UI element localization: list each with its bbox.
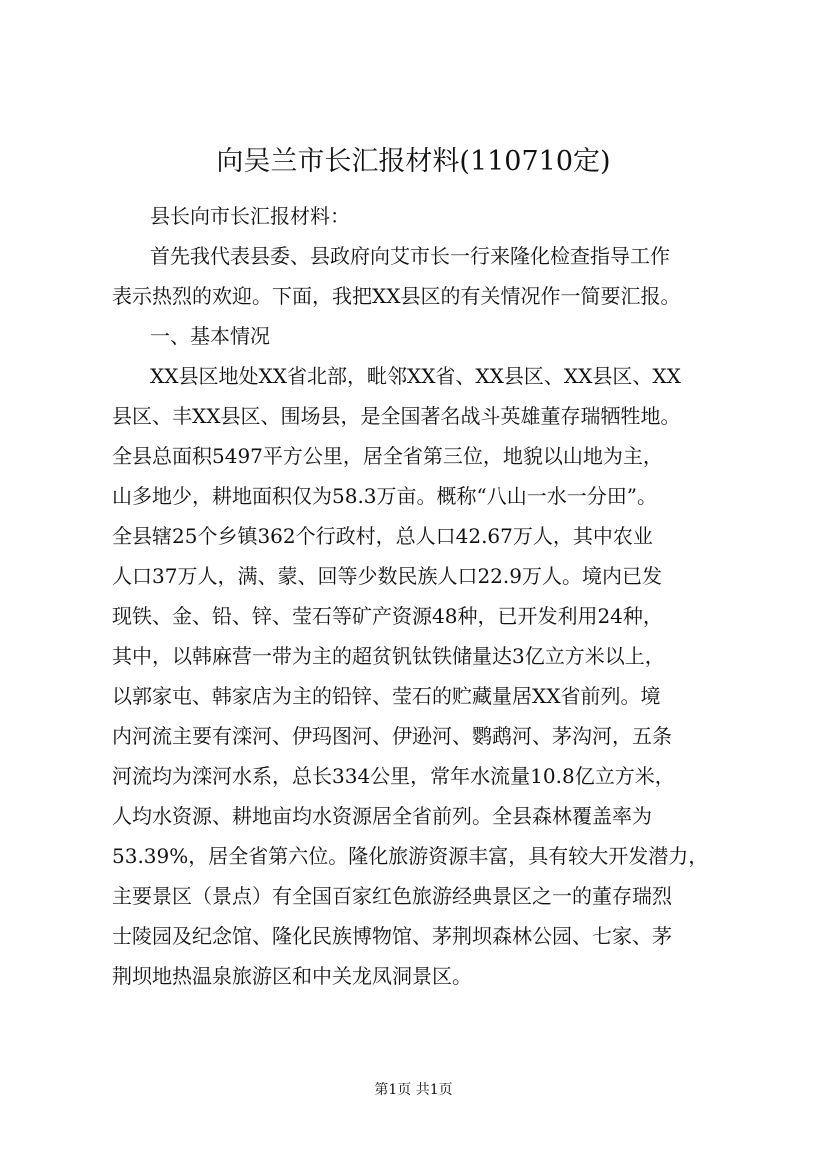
body-line: 以郭家屯、韩家店为主的铅锌、莹石的贮藏量居XX省前列。境 xyxy=(112,684,661,708)
body-line: 全县总面积5497平方公里，居全省第三位，地貌以山地为主， xyxy=(112,444,663,468)
body-line: 士陵园及纪念馆、隆化民族博物馆、茅荆坝森林公园、七家、茅 xyxy=(112,924,672,948)
document-title: 向吴兰市长汇报材料(110710定) xyxy=(216,146,611,177)
body-line: 河流均为滦河水系，总长334公里，常年水流量10.8亿立方米， xyxy=(112,764,675,788)
body-line: 首先我代表县委、县政府向艾市长一行来隆化检查指导工作 xyxy=(150,244,670,268)
body-line: 人均水资源、耕地亩均水资源居全省前列。全县森林覆盖率为 xyxy=(112,804,652,828)
page-number-footer: 第1页 共1页 xyxy=(374,1082,453,1098)
body-line: 全县辖25个乡镇362个行政村，总人口42.67万人，其中农业 xyxy=(112,524,653,548)
section-heading: 一、基本情况 xyxy=(150,324,270,348)
body-line: 荆坝地热温泉旅游区和中关龙凤洞景区。 xyxy=(112,964,472,988)
body-line: 人口37万人，满、蒙、回等少数民族人口22.9万人。境内已发 xyxy=(112,564,662,588)
body-line: 现铁、金、铅、锌、莹石等矿产资源48种，已开发利用24种， xyxy=(112,604,663,628)
body-line: 县区、丰XX县区、围场县，是全国著名战斗英雄董存瑞牺牲地。 xyxy=(112,404,681,428)
body-line: 内河流主要有滦河、伊玛图河、伊逊河、鹦鹉河、茅沟河，五条 xyxy=(112,724,672,748)
body-line: 53.39%，居全省第六位。隆化旅游资源丰富，具有较大开发潜力， xyxy=(112,844,709,868)
body-line: 其中，以韩麻营一带为主的超贫钒钛铁储量达3亿立方米以上， xyxy=(112,644,665,668)
body-line: XX县区地处XX省北部，毗邻XX省、XX县区、XX县区、XX xyxy=(150,364,681,388)
body-line: 主要景区（景点）有全国百家红色旅游经典景区之一的董存瑞烈 xyxy=(112,884,672,908)
body-line: 山多地少，耕地面积仅为58.3万亩。概称“八山一水一分田”。 xyxy=(112,484,657,508)
salutation-line: 县长向市长汇报材料： xyxy=(150,204,350,228)
body-line: 表示热烈的欢迎。下面，我把XX县区的有关情况作一简要汇报。 xyxy=(112,284,681,308)
